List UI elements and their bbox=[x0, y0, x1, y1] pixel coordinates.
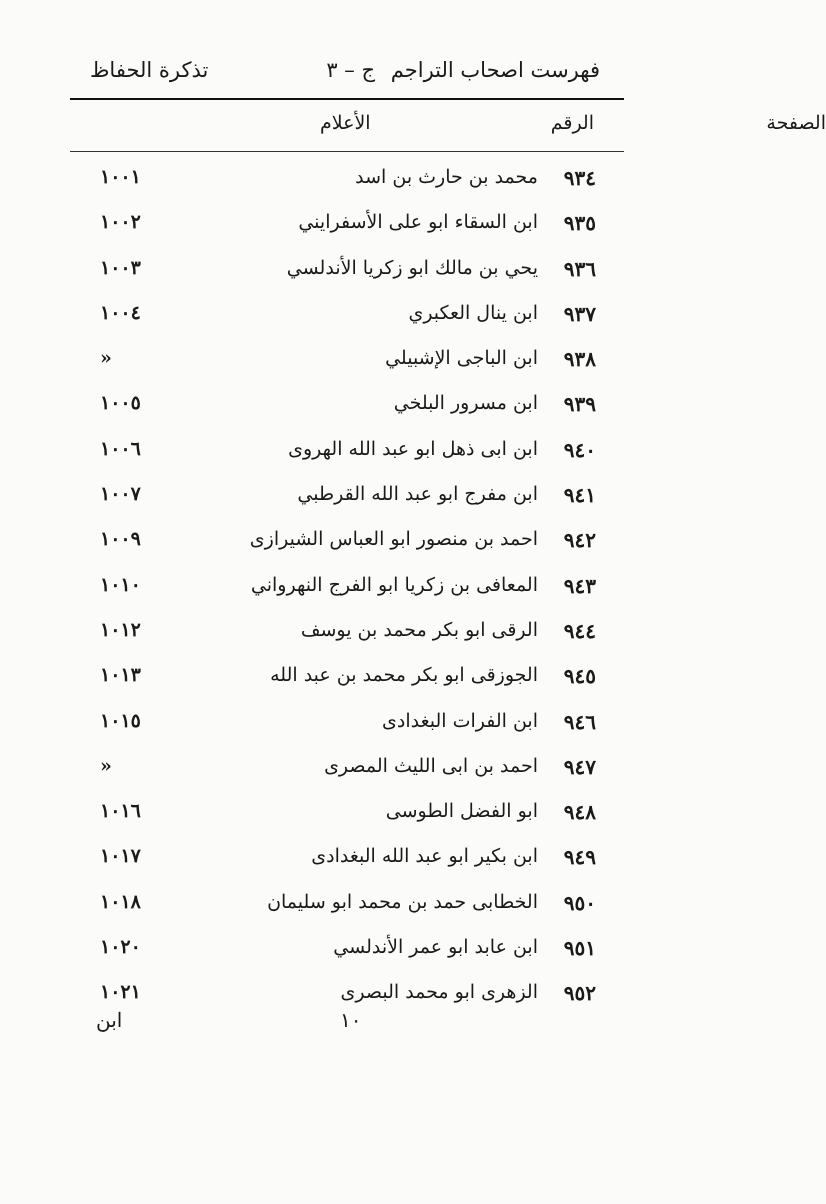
entry-name: ابن ابى ذهل ابو عبد الله الهروى bbox=[288, 437, 538, 460]
entry-page: ١٠١٠ bbox=[100, 573, 141, 596]
index-row bbox=[0, 158, 730, 203]
entry-number: ٩٣٩ bbox=[563, 392, 596, 417]
entry-name: احمد بن ابى الليث المصرى bbox=[324, 754, 538, 777]
page-number: ١٠ bbox=[340, 1008, 362, 1032]
entry-page: ١٠٢١ bbox=[100, 981, 141, 1004]
index-row bbox=[0, 294, 730, 339]
entry-number: ٩٤١ bbox=[563, 483, 596, 508]
entry-number: ٩٣٥ bbox=[563, 211, 596, 236]
entry-page: ١٠١٥ bbox=[100, 709, 141, 732]
index-row bbox=[0, 792, 730, 837]
book-title: تذكرة الحفاظ bbox=[90, 58, 209, 82]
entry-page: ١٠٠٣ bbox=[100, 256, 141, 279]
index-row bbox=[0, 837, 730, 882]
entry-number: ٩٤٢ bbox=[563, 528, 596, 553]
entry-page: ١٠١٨ bbox=[100, 890, 141, 913]
entry-number: ٩٣٤ bbox=[563, 166, 596, 190]
index-row bbox=[0, 430, 730, 475]
entry-name: ابن مفرج ابو عبد الله القرطبي bbox=[297, 483, 538, 506]
entry-page: ١٠١٧ bbox=[100, 845, 141, 868]
entry-name: ابن السقاء ابو على الأسفرايني bbox=[298, 211, 538, 234]
entry-name: ابن الفرات البغدادى bbox=[382, 709, 538, 732]
index-row bbox=[0, 702, 730, 747]
entry-number: ٩٤٨ bbox=[563, 800, 596, 825]
entry-name: محمد بن حارث بن اسد bbox=[355, 166, 538, 188]
entry-name: ابن الباجى الإشبيلي bbox=[385, 347, 538, 370]
entry-name: ابو الفضل الطوسى bbox=[385, 800, 538, 823]
entry-page: ١٠٠٩ bbox=[100, 528, 141, 551]
entry-name: الرقى ابو بكر محمد بن يوسف bbox=[300, 618, 538, 641]
entry-number: ٩٣٧ bbox=[563, 301, 596, 326]
entry-number: ٩٣٦ bbox=[563, 256, 596, 281]
entry-name: الزهرى ابو محمد البصرى bbox=[340, 981, 538, 1004]
index-row bbox=[0, 520, 730, 565]
index-row bbox=[0, 475, 730, 520]
entry-page: ١٠٠١ bbox=[100, 166, 141, 188]
entry-page: ١٠١٢ bbox=[100, 618, 141, 641]
entry-number: ٩٥٢ bbox=[563, 981, 596, 1006]
index-row bbox=[0, 656, 730, 701]
index-row bbox=[0, 384, 730, 429]
index-row bbox=[0, 339, 730, 384]
entry-number: ٩٤٩ bbox=[563, 845, 596, 870]
entry-name: ابن عابد ابو عمر الأندلسي bbox=[333, 936, 538, 959]
index-row bbox=[0, 883, 730, 928]
column-header-page: الصفحة bbox=[766, 112, 826, 134]
entry-page: » bbox=[100, 347, 112, 370]
index-row bbox=[0, 611, 730, 656]
entry-number: ٩٤٣ bbox=[563, 573, 596, 598]
entry-name: يحي بن مالك ابو زكريا الأندلسي bbox=[286, 256, 538, 279]
index-row bbox=[0, 928, 730, 973]
entry-page: ١٠٠٢ bbox=[100, 211, 141, 234]
index-row bbox=[0, 566, 730, 611]
index-row bbox=[0, 747, 730, 792]
entry-name: ابن بكير ابو عبد الله البغدادى bbox=[311, 845, 538, 868]
entry-number: ٩٤٤ bbox=[563, 618, 596, 643]
entry-number: ٩٤٥ bbox=[563, 664, 596, 689]
entry-name: احمد بن منصور ابو العباس الشيرازى bbox=[249, 528, 538, 551]
entry-number: ٩٥٠ bbox=[563, 890, 596, 915]
header-rule bbox=[70, 98, 624, 100]
entry-name: ابن مسرور البلخي bbox=[393, 392, 538, 415]
entry-number: ٩٣٨ bbox=[563, 347, 596, 372]
column-header-rule bbox=[70, 151, 624, 152]
entry-page: ١٠١٦ bbox=[100, 800, 141, 823]
entry-name: الخطابى حمد بن محمد ابو سليمان bbox=[267, 890, 538, 913]
index-list bbox=[0, 158, 730, 1019]
index-row bbox=[0, 203, 730, 248]
entry-name: ابن ينال العكبري bbox=[408, 301, 538, 324]
entry-page: ١٠١٣ bbox=[100, 664, 141, 687]
entry-page: » bbox=[100, 754, 112, 777]
entry-number: ٩٤٦ bbox=[563, 709, 596, 734]
index-title: فهرست اصحاب التراجم bbox=[390, 58, 600, 82]
entry-page: ١٠٠٤ bbox=[100, 301, 141, 324]
entry-page: ١٠٠٧ bbox=[100, 483, 141, 506]
entry-page: ١٠٠٥ bbox=[100, 392, 141, 415]
column-header-names: الأعلام bbox=[320, 112, 371, 134]
entry-page: ١٠٢٠ bbox=[100, 936, 141, 959]
index-row bbox=[0, 249, 730, 294]
running-header bbox=[90, 58, 600, 92]
entry-name: الجوزقى ابو بكر محمد بن عبد الله bbox=[270, 664, 538, 687]
catchword: ابن bbox=[96, 1008, 123, 1032]
entry-number: ٩٤٠ bbox=[563, 437, 596, 462]
volume-label: ج – ٣ bbox=[326, 58, 375, 82]
column-header-number: الرقم bbox=[550, 112, 594, 134]
entry-number: ٩٥١ bbox=[563, 936, 596, 961]
entry-number: ٩٤٧ bbox=[563, 754, 596, 779]
entry-name: المعافى بن زكريا ابو الفرج النهرواني bbox=[250, 573, 538, 596]
entry-page: ١٠٠٦ bbox=[100, 437, 141, 460]
